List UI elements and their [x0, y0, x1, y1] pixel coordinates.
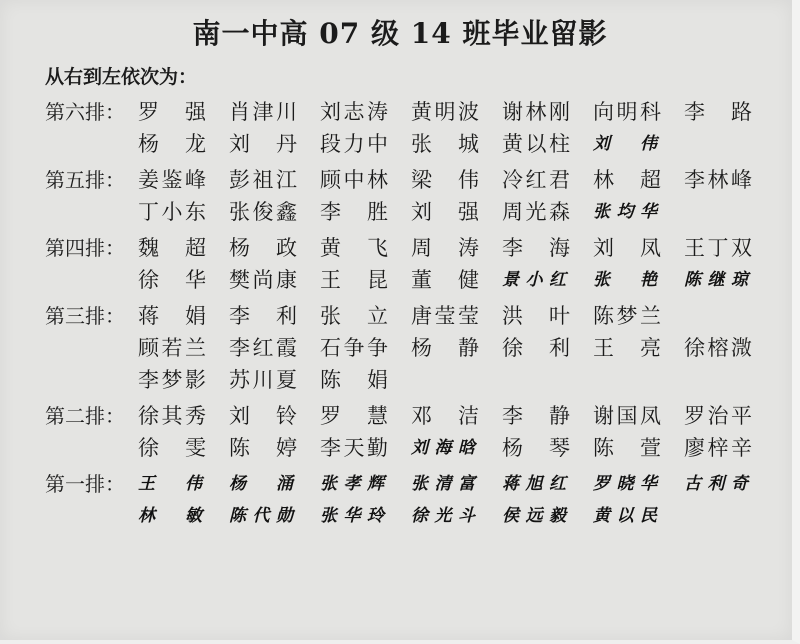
name-entry: 杨 琴 — [502, 436, 570, 460]
name-entry: 向明科 — [593, 100, 661, 124]
name-line — [138, 332, 800, 364]
name-entry: 石争争 — [320, 336, 388, 360]
name-entry: 徐 雯 — [138, 436, 206, 460]
name-list — [0, 96, 800, 536]
name-entry: 黄 飞 — [320, 236, 388, 260]
name-entry: 林 敏 — [138, 506, 202, 526]
row-group — [0, 300, 800, 396]
name-entry: 段力中 — [320, 132, 388, 156]
name-entry: 陈继琼 — [684, 270, 748, 290]
name-entry: 顾若兰 — [138, 336, 206, 360]
name-line — [138, 400, 800, 432]
row-label: 第六排： — [45, 100, 125, 124]
name-line — [138, 96, 800, 128]
name-entry: 黄以民 — [593, 506, 657, 526]
name-entry: 李 胜 — [320, 200, 388, 224]
name-entry: 罗治平 — [684, 404, 752, 428]
name-line — [138, 364, 800, 396]
name-entry: 周光森 — [502, 200, 570, 224]
name-entry: 丁小东 — [138, 200, 206, 224]
name-entry: 苏川夏 — [229, 368, 297, 392]
name-entry: 刘 强 — [411, 200, 479, 224]
name-entry: 洪 叶 — [502, 304, 570, 328]
name-line — [138, 164, 800, 196]
row-group — [0, 96, 800, 160]
name-entry: 张华玲 — [320, 506, 384, 526]
name-entry: 姜鉴峰 — [138, 168, 206, 192]
name-entry: 李红霞 — [229, 336, 297, 360]
name-entry: 杨 政 — [229, 236, 297, 260]
row-group — [0, 164, 800, 228]
name-entry: 李梦影 — [138, 368, 206, 392]
name-entry: 林 超 — [593, 168, 661, 192]
name-entry: 陈 萱 — [593, 436, 661, 460]
name-entry: 罗晓华 — [593, 474, 657, 494]
name-line — [138, 468, 800, 500]
name-entry: 廖梓辛 — [684, 436, 752, 460]
name-entry: 李 静 — [502, 404, 570, 428]
row-label: 第二排： — [45, 404, 125, 428]
name-entry: 杨 静 — [411, 336, 479, 360]
name-entry: 徐光斗 — [411, 506, 475, 526]
name-entry: 梁 伟 — [411, 168, 479, 192]
name-entry: 刘 凤 — [593, 236, 661, 260]
caption-intro: 从右到左依次为： — [45, 66, 198, 88]
name-entry: 谢林刚 — [502, 100, 570, 124]
name-entry: 徐其秀 — [138, 404, 206, 428]
name-entry: 张均华 — [593, 202, 657, 222]
name-entry: 王丁双 — [684, 236, 752, 260]
row-label: 第三排： — [45, 304, 125, 328]
name-entry: 唐莹莹 — [411, 304, 479, 328]
name-entry: 刘 伟 — [593, 134, 657, 154]
name-entry: 杨 龙 — [138, 132, 206, 156]
name-entry: 蒋 娟 — [138, 304, 206, 328]
name-entry: 彭祖江 — [229, 168, 297, 192]
row-group — [0, 232, 800, 296]
name-line — [138, 500, 800, 532]
name-entry: 刘 铃 — [229, 404, 297, 428]
name-entry: 蒋旭红 — [502, 474, 566, 494]
name-entry: 张 立 — [320, 304, 388, 328]
name-entry: 陈 娟 — [320, 368, 388, 392]
page-title: 南一中高 07 级 14 班毕业留影 — [192, 17, 608, 50]
name-line — [138, 432, 800, 464]
name-entry: 董 健 — [411, 268, 479, 292]
name-entry: 王 伟 — [138, 474, 202, 494]
name-entry: 徐 华 — [138, 268, 206, 292]
name-entry: 魏 超 — [138, 236, 206, 260]
name-entry: 徐榕溦 — [684, 336, 752, 360]
name-entry: 张清富 — [411, 474, 475, 494]
name-entry: 谢国凤 — [593, 404, 661, 428]
name-entry: 侯远毅 — [502, 506, 566, 526]
name-entry: 李 利 — [229, 304, 297, 328]
name-entry: 张孝辉 — [320, 474, 384, 494]
name-entry: 冷红君 — [502, 168, 570, 192]
name-entry: 樊尚康 — [229, 268, 297, 292]
name-entry: 肖津川 — [229, 100, 297, 124]
name-entry: 刘志涛 — [320, 100, 388, 124]
name-entry: 黄明波 — [411, 100, 479, 124]
name-entry: 李天勤 — [320, 436, 388, 460]
name-entry: 景小红 — [502, 270, 566, 290]
name-entry: 张 艳 — [593, 270, 657, 290]
row-label: 第四排： — [45, 236, 125, 260]
name-entry: 李 路 — [684, 100, 752, 124]
name-entry: 刘 丹 — [229, 132, 297, 156]
name-entry: 罗 强 — [138, 100, 206, 124]
row-label: 第五排： — [45, 168, 125, 192]
name-entry: 徐 利 — [502, 336, 570, 360]
name-entry: 李林峰 — [684, 168, 752, 192]
name-entry: 顾中林 — [320, 168, 388, 192]
name-entry: 陈代勋 — [229, 506, 293, 526]
name-entry: 古利奇 — [684, 474, 748, 494]
name-line — [138, 264, 800, 296]
name-entry: 陈梦兰 — [593, 304, 661, 328]
name-entry: 刘海晗 — [411, 438, 475, 458]
name-entry: 罗 慧 — [320, 404, 388, 428]
name-entry: 周 涛 — [411, 236, 479, 260]
name-line — [138, 300, 800, 332]
name-entry: 王 亮 — [593, 336, 661, 360]
name-entry: 李 海 — [502, 236, 570, 260]
name-entry: 陈 婷 — [229, 436, 297, 460]
row-group — [0, 468, 800, 532]
name-entry: 黄以柱 — [502, 132, 570, 156]
row-group — [0, 400, 800, 464]
name-line — [138, 232, 800, 264]
name-entry: 张 城 — [411, 132, 479, 156]
name-entry: 王 昆 — [320, 268, 388, 292]
name-line — [138, 128, 800, 160]
name-entry: 张俊鑫 — [229, 200, 297, 224]
name-entry: 杨 涌 — [229, 474, 293, 494]
row-label: 第一排： — [45, 472, 125, 496]
name-entry: 邓 洁 — [411, 404, 479, 428]
name-line — [138, 196, 800, 228]
